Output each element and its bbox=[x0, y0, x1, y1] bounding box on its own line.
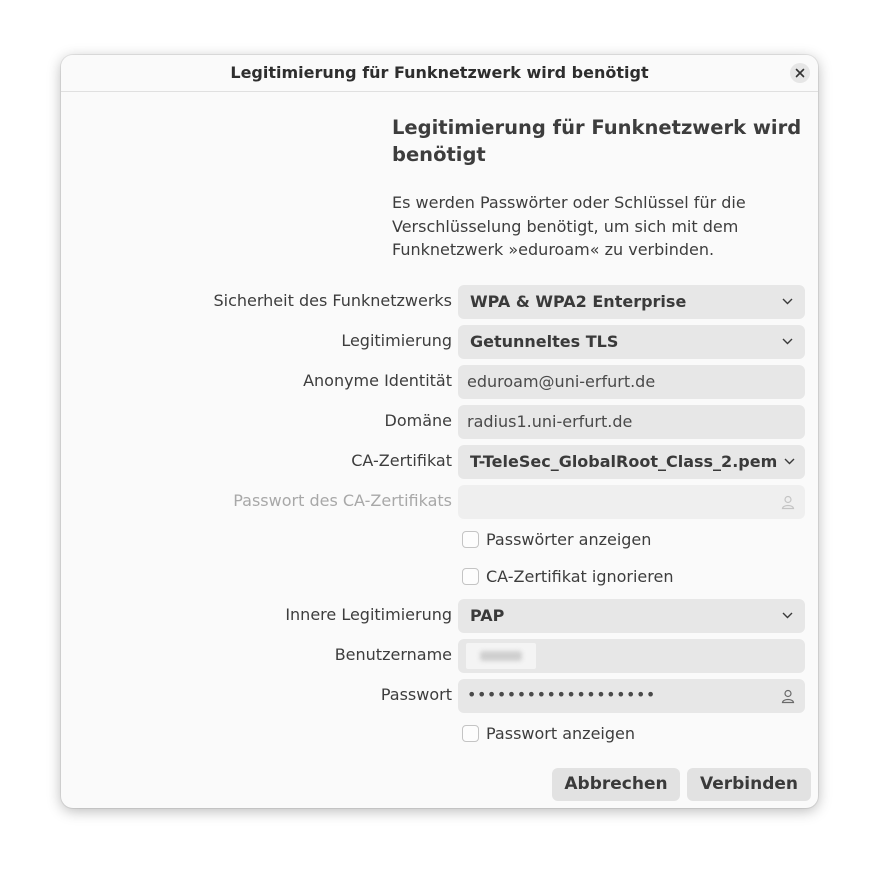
anon-identity-value: eduroam@uni-erfurt.de bbox=[467, 372, 656, 391]
domain-value: radius1.uni-erfurt.de bbox=[467, 412, 633, 431]
person-icon bbox=[780, 494, 796, 510]
domain-label: Domäne bbox=[384, 411, 452, 430]
cancel-button[interactable]: Abbrechen bbox=[552, 768, 680, 801]
security-dropdown[interactable] bbox=[458, 285, 805, 319]
password-value: ••••••••••••••••••• bbox=[467, 685, 656, 704]
chevron-down-icon bbox=[782, 338, 793, 345]
auth-label: Legitimierung bbox=[341, 331, 452, 350]
anon-identity-label: Anonyme Identität bbox=[303, 371, 452, 390]
checkbox-box[interactable] bbox=[462, 531, 479, 548]
chevron-down-icon bbox=[784, 458, 795, 465]
show-password-label: Passwort anzeigen bbox=[486, 724, 635, 743]
ca-cert-label: CA-Zertifikat bbox=[351, 451, 452, 470]
domain-input[interactable] bbox=[458, 405, 805, 439]
username-input[interactable] bbox=[458, 639, 805, 673]
auth-dropdown[interactable] bbox=[458, 325, 805, 359]
ca-cert-value: T-TeleSec_GlobalRoot_Class_2.pem bbox=[470, 452, 778, 471]
chevron-down-icon bbox=[782, 612, 793, 619]
auth-dialog bbox=[61, 55, 818, 808]
ca-cert-chooser[interactable] bbox=[458, 445, 805, 479]
checkbox-box[interactable] bbox=[462, 725, 479, 742]
inner-auth-dropdown[interactable] bbox=[458, 599, 805, 633]
inner-auth-label: Innere Legitimierung bbox=[285, 605, 452, 624]
ignore-ca-label: CA-Zertifikat ignorieren bbox=[486, 567, 674, 586]
close-icon bbox=[795, 68, 805, 78]
close-button[interactable] bbox=[790, 63, 810, 83]
person-icon[interactable] bbox=[780, 688, 796, 704]
window-title: Legitimierung für Funknetzwerk wird benötigt bbox=[230, 63, 649, 82]
titlebar bbox=[61, 55, 818, 92]
security-label: Sicherheit des Funknetzwerks bbox=[213, 291, 452, 310]
username-label: Benutzername bbox=[334, 645, 452, 664]
password-input[interactable] bbox=[458, 679, 805, 713]
redacted-username bbox=[466, 643, 536, 669]
show-passwords-label: Passwörter anzeigen bbox=[486, 530, 652, 549]
checkbox-box[interactable] bbox=[462, 568, 479, 585]
anon-identity-input[interactable] bbox=[458, 365, 805, 399]
auth-value: Getunneltes TLS bbox=[470, 332, 619, 351]
chevron-down-icon bbox=[782, 298, 793, 305]
inner-auth-value: PAP bbox=[470, 606, 505, 625]
password-label: Passwort bbox=[380, 685, 452, 704]
dialog-heading: Legitimierung für Funknetzwerk wird benötigt bbox=[392, 116, 802, 166]
ca-cert-password-label: Passwort des CA-Zertifikats bbox=[233, 491, 452, 510]
security-value: WPA & WPA2 Enterprise bbox=[470, 292, 687, 311]
dialog-description: Es werden Passwörter oder Schlüssel für die Verschlüsselung benötigt, um sich mit dem Funknetzwerk »eduroam« zu verbinden. bbox=[392, 193, 746, 259]
connect-button[interactable]: Verbinden bbox=[687, 768, 811, 801]
ca-cert-password-input bbox=[458, 485, 805, 519]
